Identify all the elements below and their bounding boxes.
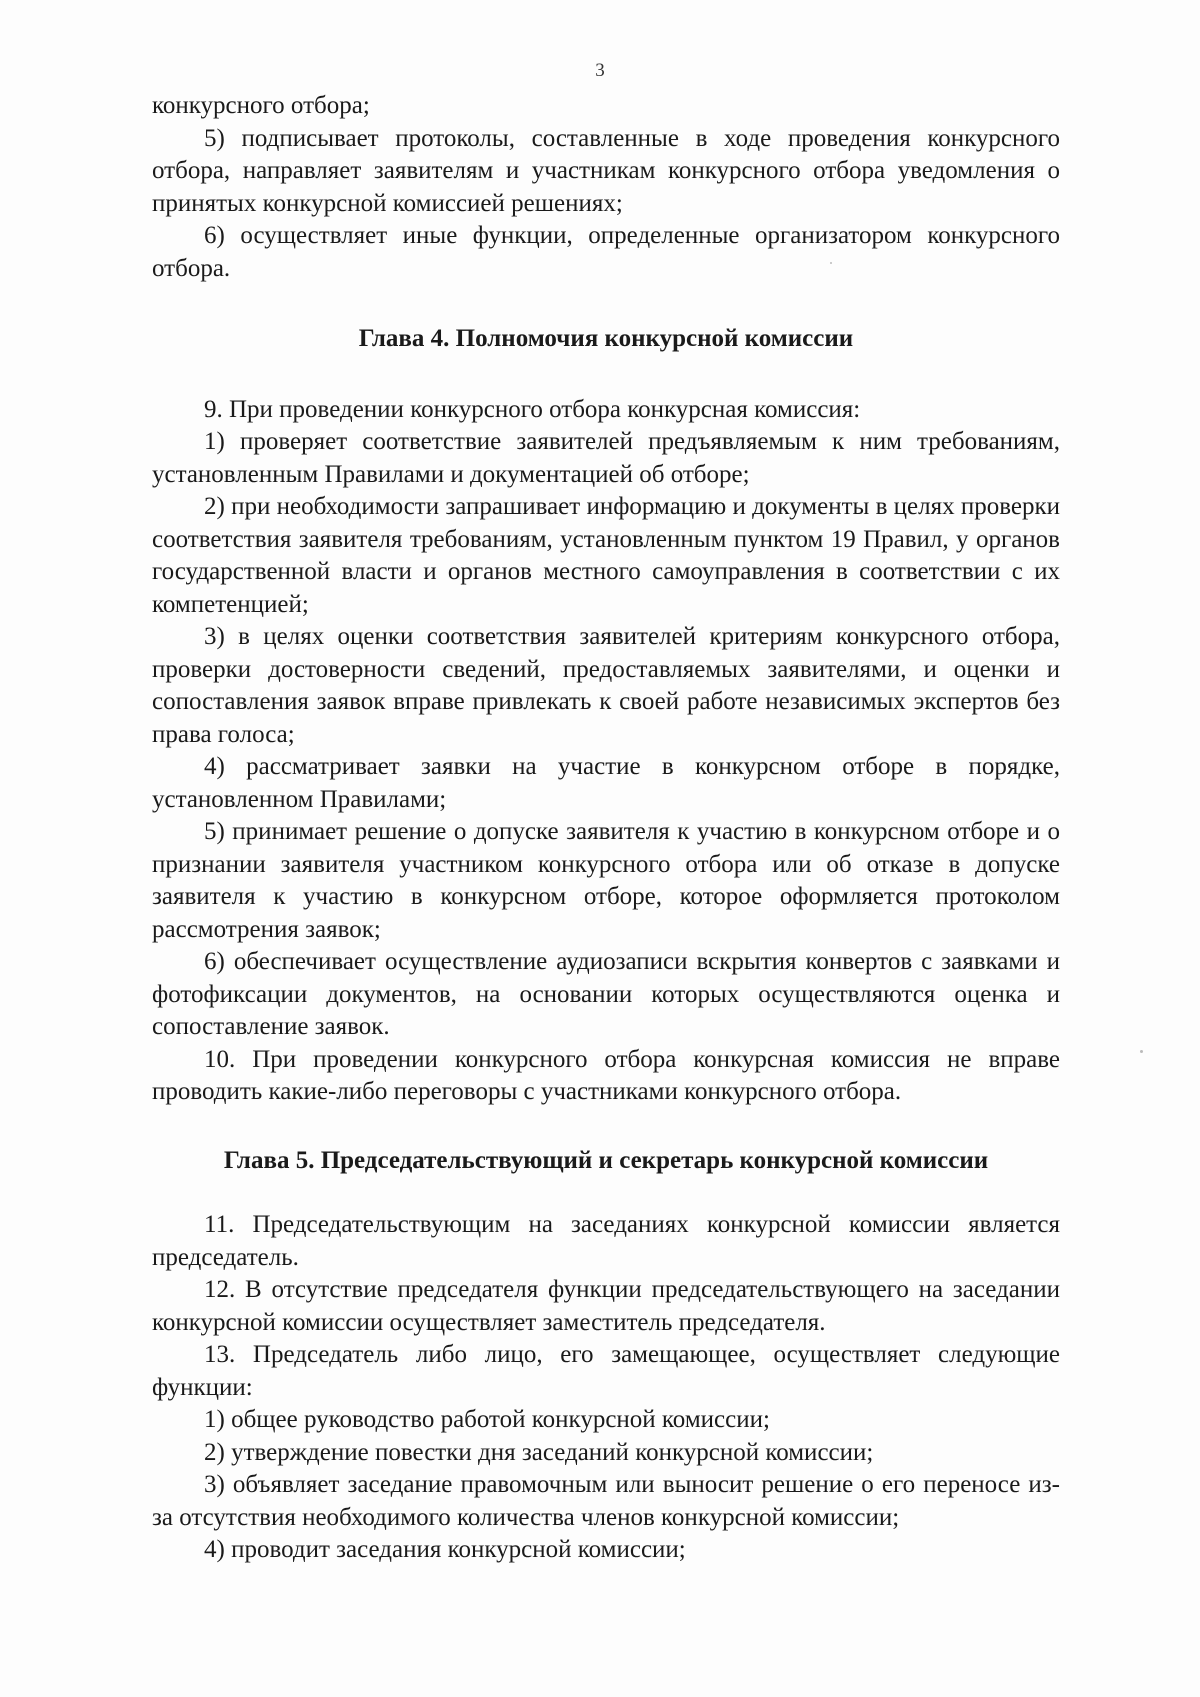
continuation-text: конкурсного отбора; <box>152 92 370 119</box>
paragraph: 5) принимает решение о допуске заявителя к участию в конкурсном отборе и о признании заявителя участником конкурсного отбора или об отказе в допуске заявителя к участию в конкурсном отборе, которое оформляется протоколом рассмотрения заявок; <box>152 818 1060 943</box>
paragraph: 3) в целях оценки соответствия заявителей критериям конкурсного отбора, проверки достоверности сведений, предоставляемых заявителями, и оценки и сопоставления заявок вправе привлекать к своей работе независимых экспертов без права голоса; <box>152 623 1060 748</box>
scan-speck <box>830 262 832 264</box>
chapter-heading: Глава 4. Полномочия конкурсной комиссии <box>358 325 854 352</box>
paragraph: 5) подписывает протоколы, составленные в ходе проведения конкурсного отбора, направляет заявителям и участникам конкурсного отбора уведомления о принятых конкурсной комиссией решениях; <box>152 124 1060 217</box>
paragraph: 2) утверждение повестки дня заседаний конкурсной комиссии; <box>204 1438 874 1466</box>
paragraph: 6) осуществляет иные функции, определенные организатором конкурсного отбора. <box>152 222 1060 282</box>
paragraph: 1) общее руководство работой конкурсной комиссии; <box>204 1406 770 1433</box>
paragraph: 12. В отсутствие председателя функции председательствующего на заседании конкурсной комиссии осуществляет заместитель председателя. <box>152 1276 1060 1336</box>
paragraph: 3) объявляет заседание правомочным или выносит решение о его переносе из-за отсутствия необходимого количества членов конкурсной комиссии; <box>152 1471 1060 1531</box>
paragraph: 2) при необходимости запрашивает информацию и документы в целях проверки соответствия заявителя требованиям, установленным пунктом 19 Правил, у органов государственной власти и органов местного самоуправления в соответствии с их компетенцией; <box>152 493 1060 618</box>
paragraph: 9. При проведении конкурсного отбора конкурсная комиссия: <box>204 395 861 423</box>
paragraph: 4) рассматривает заявки на участие в конкурсном отборе в порядке, установленном Правилами; <box>152 753 1060 813</box>
paragraph: 10. При проведении конкурсного отбора конкурсная комиссия не вправе проводить какие-либо переговоры с участниками конкурсного отбора. <box>152 1045 1060 1105</box>
page-number: 3 <box>595 60 605 81</box>
paragraph: 1) проверяет соответствие заявителей предъявляемым к ним требованиям, установленным Правилами и документацией об отборе; <box>152 428 1060 488</box>
document-body <box>152 90 1060 1567</box>
paragraph: 13. Председатель либо лицо, его замещающее, осуществляет следующие функции: <box>152 1341 1060 1401</box>
paragraph: 6) обеспечивает осуществление аудиозаписи вскрытия конвертов с заявками и фотофиксации документов, на основании которых осуществляются оценка и сопоставление заявок. <box>152 948 1060 1040</box>
chapter-heading: Глава 5. Председательствующий и секретарь конкурсной комиссии <box>223 1146 989 1174</box>
scan-speck <box>1140 1050 1143 1053</box>
paragraph: 11. Председательствующим на заседаниях конкурсной комиссии является председатель. <box>152 1211 1060 1271</box>
paragraph: 4) проводит заседания конкурсной комиссии; <box>204 1536 686 1563</box>
